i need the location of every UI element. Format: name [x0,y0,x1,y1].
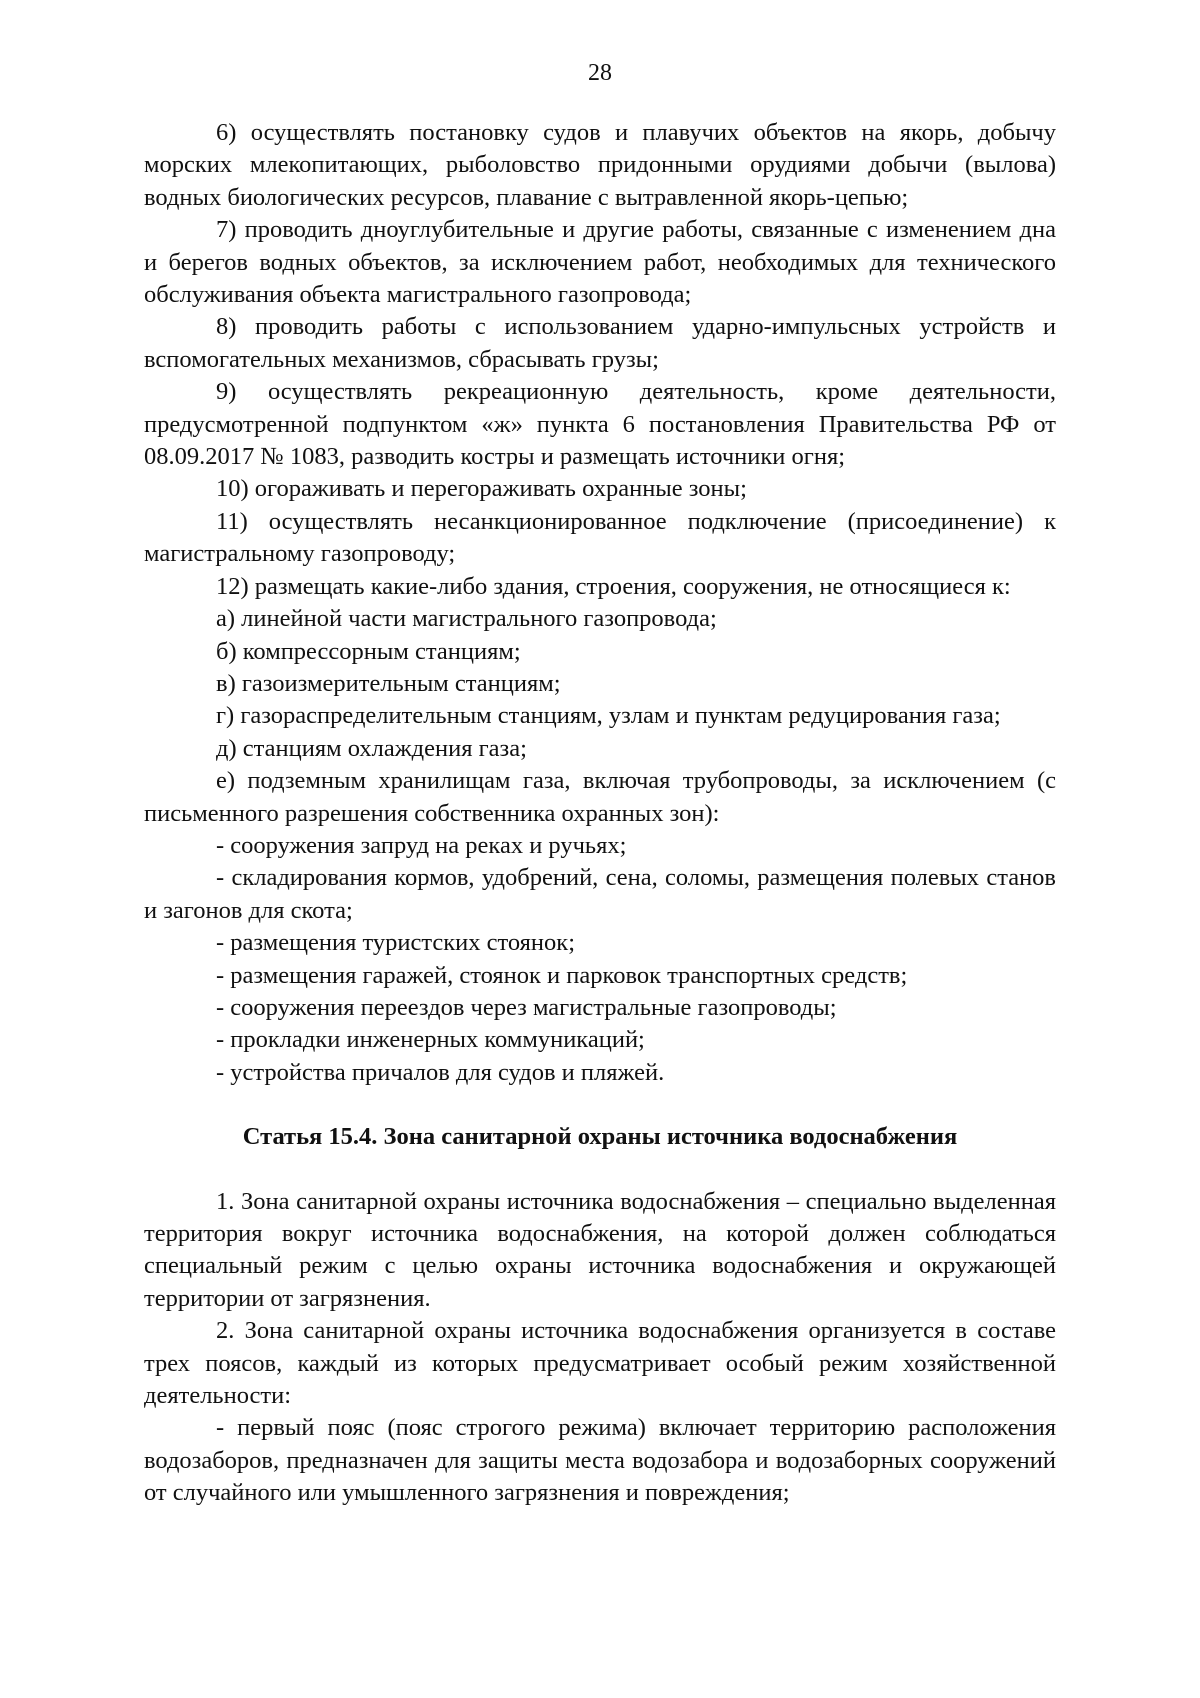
list-item: 7) проводить дноуглубительные и другие работы, связанные с изменением дна и берегов водных объектов, за исключением работ, необходимых для технического обслуживания объекта магистрального газопровода; [144,216,1056,309]
page-number: 28 [588,60,612,86]
list-item: - сооружения переездов через магистральные газопроводы; [216,993,837,1021]
list-item: - размещения гаражей, стоянок и парковок транспортных средств; [216,961,908,989]
list-item: 8) проводить работы с использованием ударно-импульсных устройств и вспомогательных механизмов, сбрасывать грузы; [144,313,1056,373]
list-item: - сооружения запруд на реках и ручьях; [216,831,627,859]
list-item: в) газоизмерительным станциям; [216,669,561,697]
list-item: 10) огораживать и перегораживать охранные зоны; [216,475,747,503]
list-item: - устройства причалов для судов и пляжей. [216,1058,665,1086]
document-body [144,117,1056,1510]
list-item: б) компрессорным станциям; [216,637,521,665]
list-item: 9) осуществлять рекреационную деятельность, кроме деятельности, предусмотренной подпунктом «ж» пункта 6 постановления Правительства РФ от 08.09.2017 № 1083, разводить костры и размещать источники огня; [144,378,1056,471]
list-item: г) газораспределительным станциям, узлам и пунктам редуцирования газа; [216,702,1001,730]
article-heading: Статья 15.4. Зона санитарной охраны источника водоснабжения [242,1123,958,1151]
list-item: 12) размещать какие-либо здания, строения, сооружения, не относящиеся к: [216,572,1011,600]
list-item: д) станциям охлаждения газа; [216,734,527,762]
list-item: 11) осуществлять несанкционированное подключение (присоединение) к магистральному газопроводу; [144,507,1056,568]
restrictions-list [144,117,1056,1089]
list-item: - размещения туристских стоянок; [216,929,575,957]
list-item: 6) осуществлять постановку судов и плавучих объектов на якорь, добычу морских млекопитающих, рыболовство придонными орудиями добычи (вылова) водных биологических ресурсов, плавание с вытравленной якорь-цепью; [144,119,1056,211]
paragraph: - первый пояс (пояс строгого режима) включает территорию расположения водозаборов, предназначен для защиты места водозабора и водозаборных сооружений от случайного или умышленного загрязнения и повреждения; [144,1414,1056,1507]
list-item: - прокладки инженерных коммуникаций; [216,1026,645,1054]
list-item: - складирования кормов, удобрений, сена, соломы, размещения полевых станов и загонов для скота; [144,864,1056,924]
list-item: е) подземным хранилищам газа, включая трубопроводы, за исключением (с письменного разрешения собственника охранных зон): [144,767,1056,827]
paragraph: 2. Зона санитарной охраны источника водоснабжения организуется в составе трех поясов, каждый из которых предусматривает особый режим хозяйственной деятельности: [144,1317,1056,1410]
paragraph: 1. Зона санитарной охраны источника водоснабжения – специально выделенная территория вокруг источника водоснабжения, на которой должен соблюдаться специальный режим с целью охраны источника водоснабжения и окружающей территории от загрязнения. [144,1187,1056,1312]
list-item: а) линейной части магистрального газопровода; [216,605,717,633]
article-paragraphs [144,1186,1056,1510]
